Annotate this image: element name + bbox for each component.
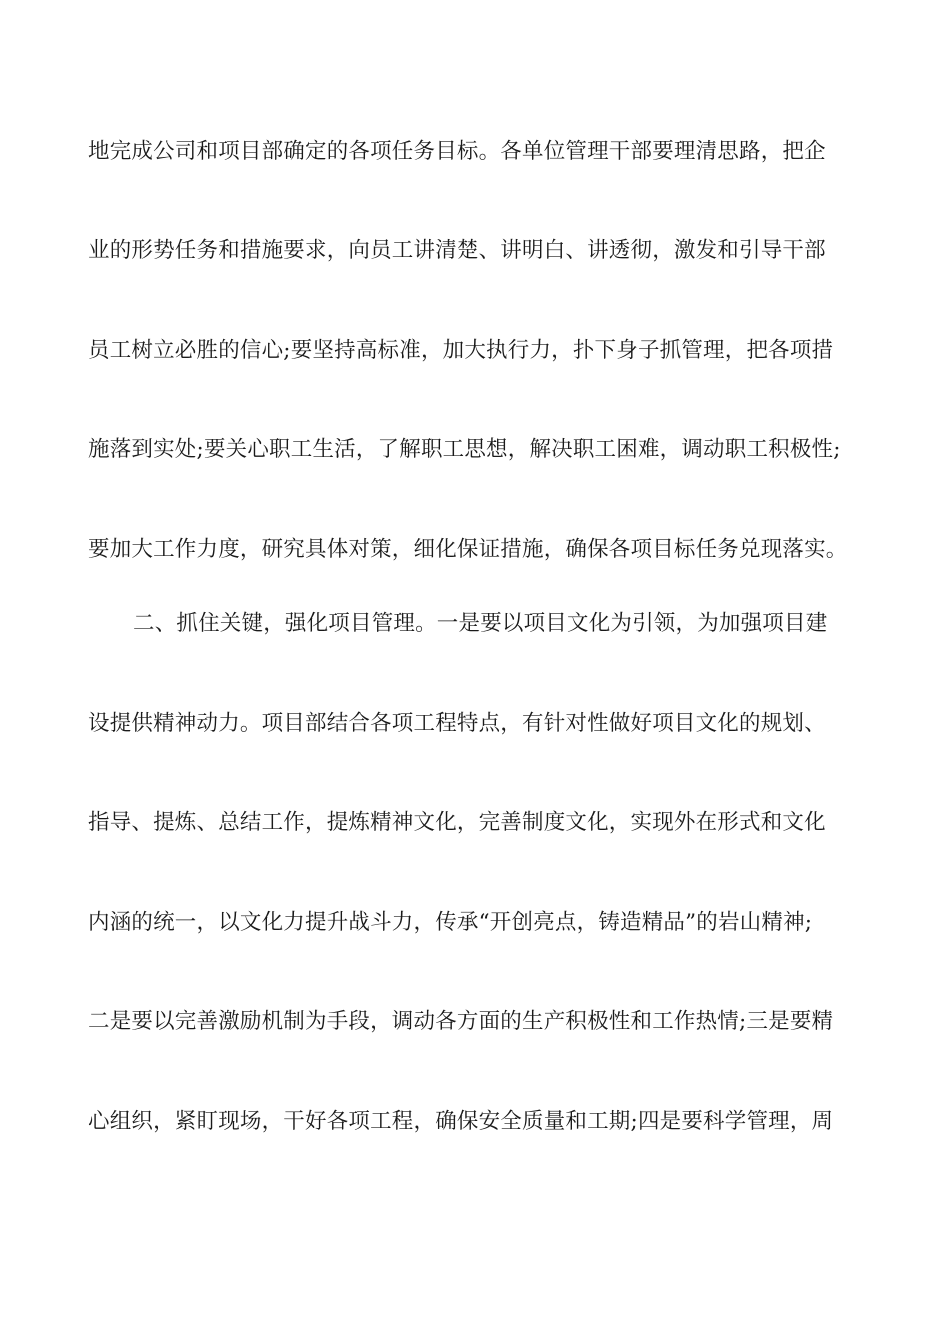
paragraph-line: 要加大工作力度，研究具体对策，细化保证措施，确保各项目标任务兑现落实。	[88, 537, 848, 562]
paragraph-line: 地完成公司和项目部确定的各项任务目标。各单位管理干部要理清思路，把企	[88, 139, 826, 164]
section-heading-line: 二、抓住关键，强化项目管理。一是要以项目文化为引领，为加强项目建	[133, 611, 828, 636]
paragraph-line: 内涵的统一，以文化力提升战斗力，传承“开创亮点，铸造精品”的岩山精神;	[88, 910, 813, 935]
paragraph-line: 员工树立必胜的信心;要坚持高标准，加大执行力，扑下身子抓管理，把各项措	[88, 338, 834, 363]
paragraph-line: 指导、提炼、总结工作，提炼精神文化，完善制度文化，实现外在形式和文化	[88, 810, 826, 835]
paragraph-line: 业的形势任务和措施要求，向员工讲清楚、讲明白、讲透彻，激发和引导干部	[88, 238, 826, 263]
paragraph-line: 二是要以完善激励机制为手段，调动各方面的生产积极性和工作热情;三是要精	[88, 1009, 834, 1034]
paragraph-line: 施落到实处;要关心职工生活，了解职工思想，解决职工困难，调动职工积极性;	[88, 437, 841, 462]
paragraph-line: 心组织，紧盯现场，干好各项工程，确保安全质量和工期;四是要科学管理，周	[88, 1109, 834, 1134]
paragraph-line: 设提供精神动力。项目部结合各项工程特点，有针对性做好项目文化的规划、	[88, 711, 826, 736]
